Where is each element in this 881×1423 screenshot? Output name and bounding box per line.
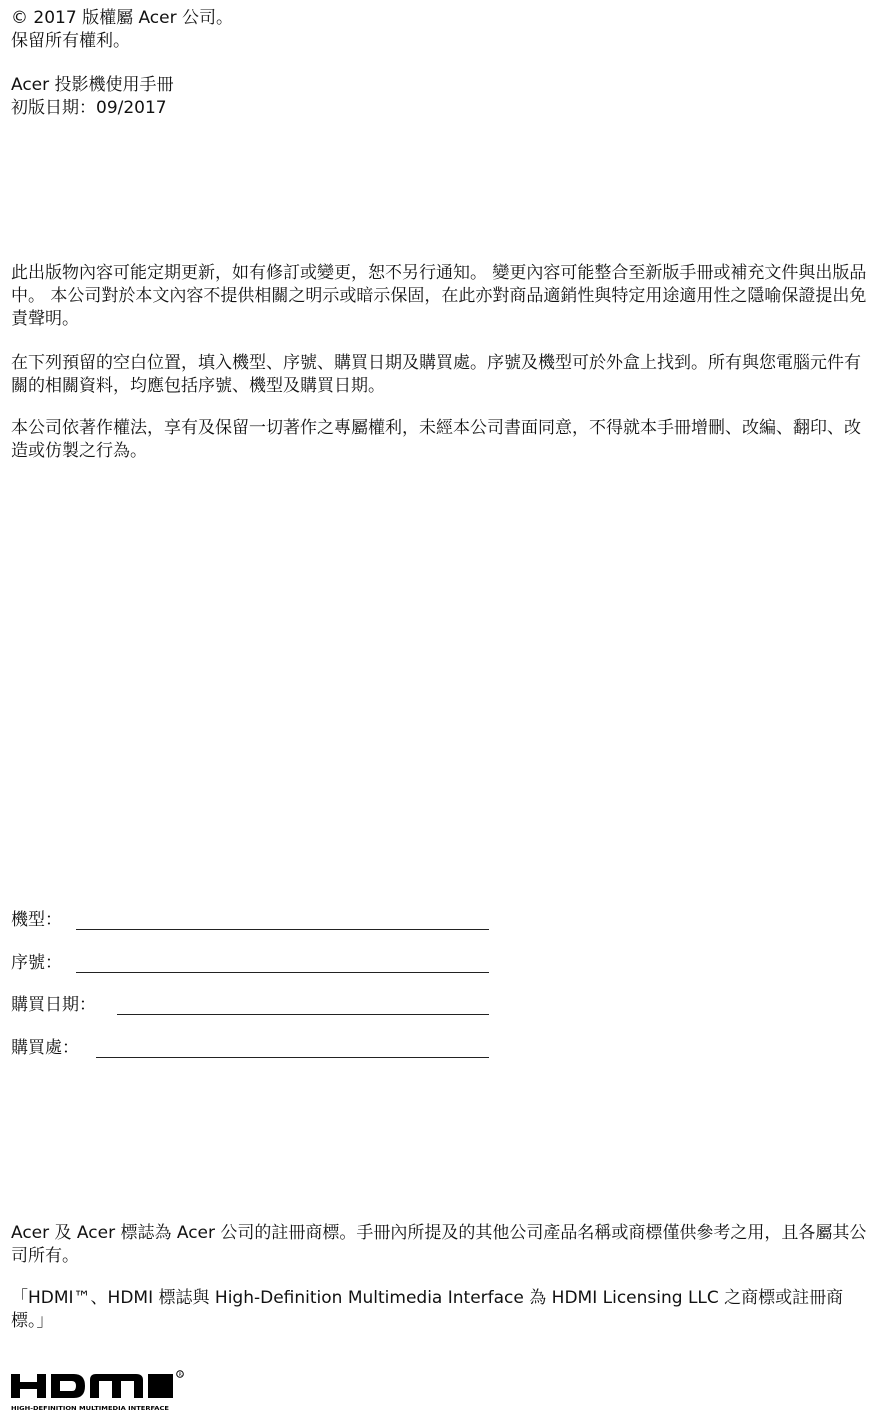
notice-record (11, 352, 873, 398)
serial-label: 序號： (11, 953, 62, 973)
notice-copyright (11, 417, 873, 463)
copyright-text: © 2017 版權屬 Acer 公司。 (11, 8, 234, 28)
model-field (11, 908, 489, 932)
manual-info-block (11, 74, 873, 120)
hdmi-logo (10, 1368, 185, 1416)
notice-record-text: 在下列預留的空白位置，填入機型、序號、購買日期及購買處。序號及機型可於外盒上找到。所有與您電腦元件有關的相關資料，均應包括序號、機型及購買日期。 (11, 353, 861, 396)
manual-title: Acer 投影機使用手冊 (11, 75, 174, 95)
purchase-place-blank-line (96, 1057, 489, 1058)
hdmi-tagline: HIGH-DEFINITION MULTIMEDIA INTERFACE (11, 1406, 170, 1412)
svg-text:R: R (178, 1372, 182, 1378)
notice-copyright-text: 本公司依著作權法，享有及保留一切著作之專屬權利，未經本公司書面同意，不得就本手冊增刪、改編、翻印、改造或仿製之行為。 (11, 418, 861, 461)
first-edition-date: 初版日期：09/2017 (11, 98, 167, 118)
notice-revision-text: 此出版物內容可能定期更新，如有修訂或變更，恕不另行通知。 變更內容可能整合至新版手冊或補充文件與出版品中。 本公司對於本文內容不提供相關之明示或暗示保固，在此亦對商品適銷性與特定用途適用性之隱喻保證提出免責聲明。 (11, 263, 867, 329)
hdmi-wordmark (11, 1371, 183, 1398)
model-blank-line (76, 929, 489, 930)
notice-revision (11, 262, 873, 331)
purchase-date-blank-line (117, 1014, 489, 1015)
serial-blank-line (76, 972, 489, 973)
model-label: 機型： (11, 910, 62, 930)
trademark-acer (11, 1222, 873, 1268)
trademark-hdmi-text: 「HDMI™、HDMI 標誌與 High-Definition Multimedia Interface 為 HDMI Licensing LLC 之商標或註冊商標。」 (11, 1288, 844, 1331)
purchase-place-field (11, 1036, 489, 1060)
trademark-acer-text: Acer 及 Acer 標誌為 Acer 公司的註冊商標。手冊內所提及的其他公司產品名稱或商標僅供參考之用，且各屬其公司所有。 (11, 1223, 867, 1266)
purchase-date-field (11, 993, 489, 1017)
trademark-hdmi (11, 1287, 873, 1333)
purchase-date-label: 購買日期： (11, 995, 96, 1015)
serial-field (11, 951, 489, 975)
copyright-block (11, 7, 873, 53)
purchase-place-label: 購買處： (11, 1038, 79, 1058)
rights-reserved-text: 保留所有權利。 (11, 31, 130, 51)
